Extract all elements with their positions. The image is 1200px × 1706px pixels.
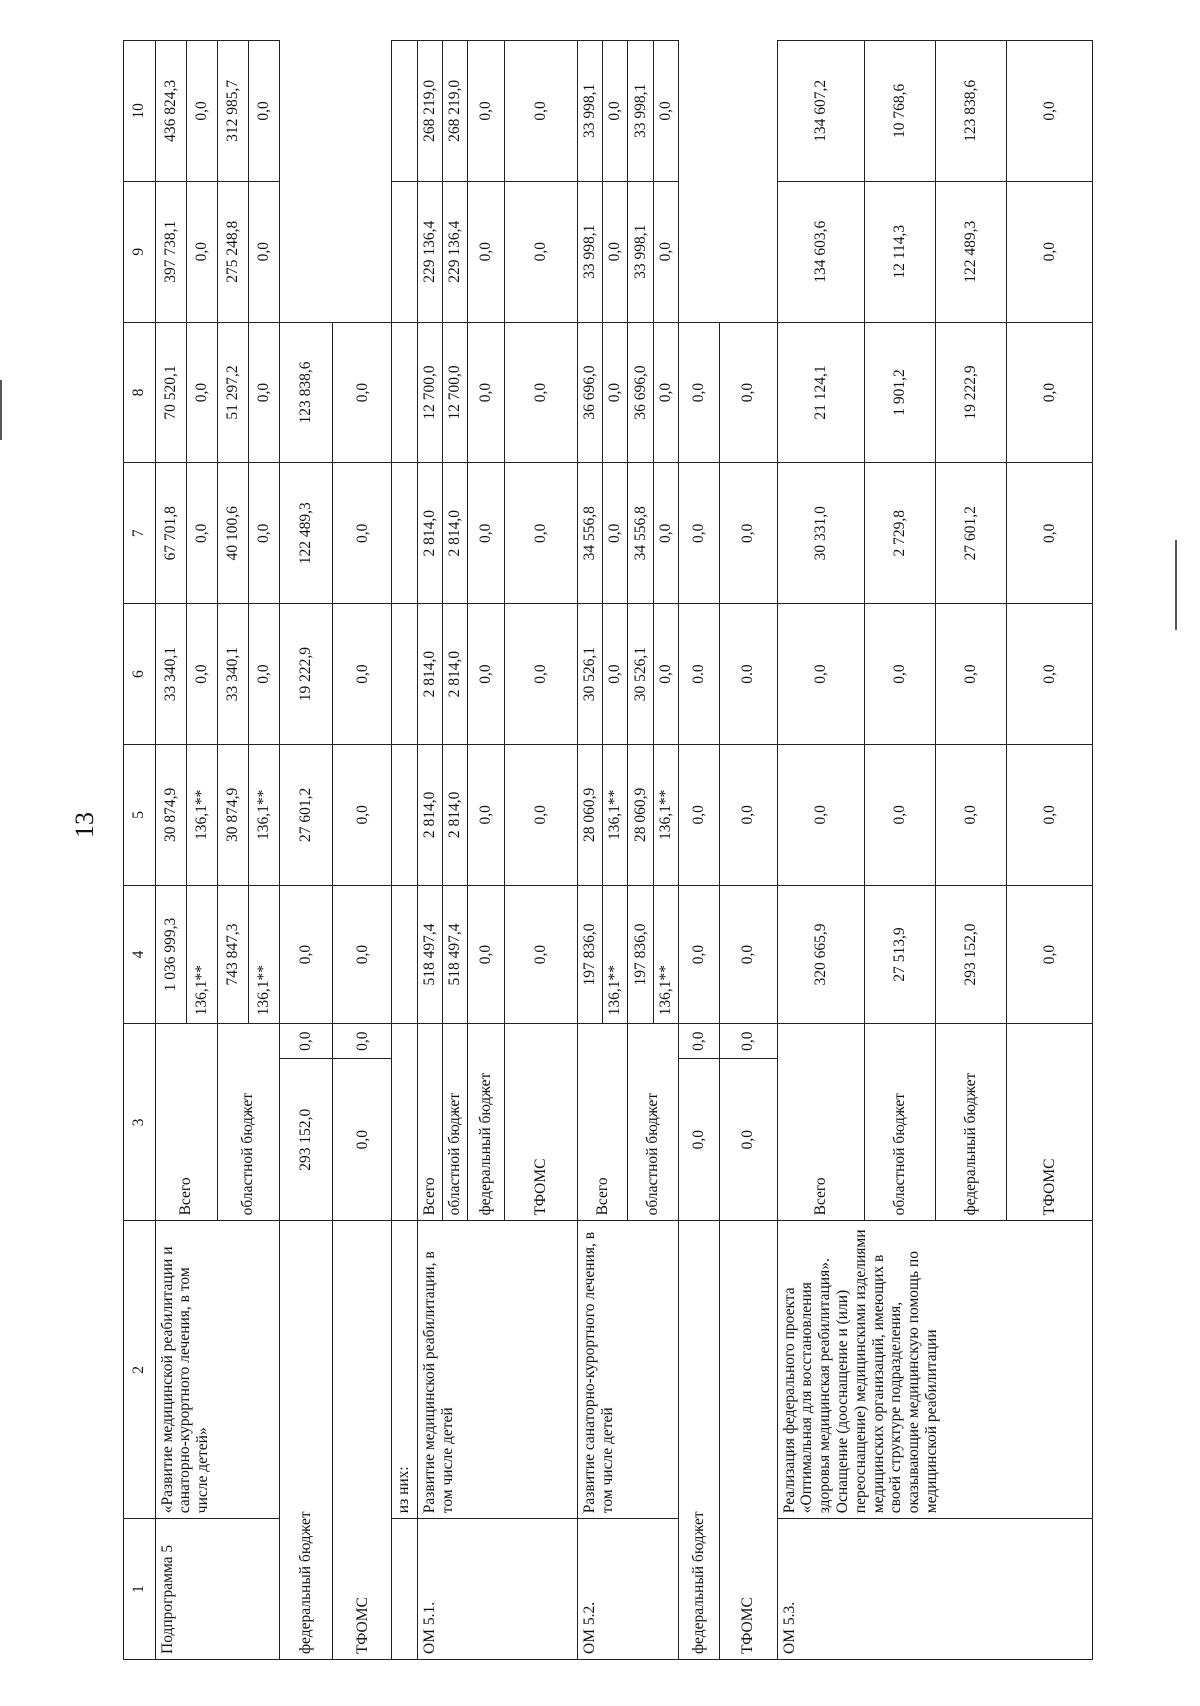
- value-cell: 0,0: [468, 885, 505, 1024]
- header-row: [124, 41, 156, 1660]
- value-cell: 33 340,1: [155, 604, 186, 745]
- value-cell: 122 489,3: [936, 181, 1007, 322]
- value-cell: 0,0: [719, 885, 777, 1024]
- value-cell: 0,0: [333, 1024, 392, 1059]
- funding-source: ТФОМС: [333, 1221, 392, 1660]
- value-cell: 197 836,0: [578, 885, 603, 1024]
- funding-source: ТФОМС: [1007, 1024, 1093, 1221]
- funding-source: федеральный бюджет: [468, 1024, 505, 1221]
- table-row: [719, 41, 777, 1660]
- value-cell: 34 556,8: [628, 463, 653, 604]
- value-cell: 0,0: [719, 1058, 777, 1220]
- value-cell: 397 738,1: [155, 181, 186, 322]
- value-cell: 0,0: [504, 885, 577, 1024]
- funding-source: федеральный бюджет: [279, 1221, 333, 1660]
- subrow-label: 136,1**: [186, 885, 217, 1024]
- table-row: [392, 41, 417, 1660]
- value-cell: 0,0: [504, 181, 577, 322]
- value-cell: 0,0: [936, 744, 1007, 885]
- value-cell: 268 219,0: [442, 41, 467, 182]
- value-cell: 0,0: [333, 463, 392, 604]
- value-cell: 19 222,9: [936, 322, 1007, 463]
- value-cell: 0,0: [865, 744, 936, 885]
- value-cell: 0,0: [719, 744, 777, 885]
- value-cell: 0,0: [777, 604, 864, 745]
- value-cell: 19 222,9: [279, 604, 333, 745]
- value-cell: 27 601,2: [936, 463, 1007, 604]
- row-code: ОМ 5.3.: [777, 1519, 1092, 1660]
- empty-cell: [392, 885, 417, 1024]
- value-cell: 2 814,0: [417, 604, 442, 745]
- value-cell: 0,0: [1007, 322, 1093, 463]
- value-cell: 0,0: [333, 604, 392, 745]
- funding-source: Всего: [578, 1024, 628, 1221]
- value-cell: 123 838,6: [279, 322, 333, 463]
- value-cell: 0,0: [678, 885, 719, 1024]
- subrow-value-cell: 0,0: [248, 604, 279, 745]
- value-cell: 30 874,9: [155, 744, 186, 885]
- subrow-value-cell: 0,0: [248, 322, 279, 463]
- funding-source: областной бюджет: [217, 1024, 279, 1221]
- funding-source: федеральный бюджет: [678, 1221, 719, 1660]
- value-cell: 30 874,9: [217, 744, 248, 885]
- value-cell: 67 701,8: [155, 463, 186, 604]
- value-cell: 0,0: [333, 322, 392, 463]
- subrow-value-cell: 0,0: [186, 322, 217, 463]
- row-label-izn-nih: из них:: [392, 1221, 417, 1519]
- value-cell: 36 696,0: [578, 322, 603, 463]
- value-cell: 312 985,7: [217, 41, 248, 182]
- subrow-label: 136,1**: [653, 885, 678, 1024]
- value-cell: 0,0: [468, 744, 505, 885]
- funding-source: ТФОМС: [719, 1221, 777, 1660]
- funding-source: Всего: [155, 1024, 217, 1221]
- value-cell: 40 100,6: [217, 463, 248, 604]
- column-number-header: 10: [124, 41, 156, 182]
- value-cell: 0,0: [333, 1058, 392, 1220]
- value-cell: 33 998,1: [578, 41, 603, 182]
- empty-cell: [392, 604, 417, 745]
- value-cell: 0,0: [678, 744, 719, 885]
- value-cell: 0,0: [333, 744, 392, 885]
- subrow-label: 136,1**: [248, 885, 279, 1024]
- scan-mark: [1175, 540, 1177, 630]
- scan-mark: [0, 380, 2, 440]
- value-cell: 0,0: [1007, 604, 1093, 745]
- value-cell: 197 836,0: [628, 885, 653, 1024]
- value-cell: 0,0: [678, 1024, 719, 1059]
- value-cell: 2 814,0: [442, 604, 467, 745]
- value-cell: 0,0: [1007, 463, 1093, 604]
- subrow-label: 136,1**: [603, 885, 628, 1024]
- value-cell: 134 607,2: [777, 41, 864, 182]
- funding-source: Всего: [417, 1024, 442, 1221]
- table-row: [417, 41, 442, 1660]
- row-description: Развитие санаторно-курортного лечения, в том числе детей: [578, 1221, 679, 1519]
- column-number-header: 3: [124, 1024, 156, 1221]
- value-cell: 123 838,6: [936, 41, 1007, 182]
- row-code: [392, 1519, 417, 1660]
- column-number-header: 1: [124, 1519, 156, 1660]
- subrow-value-cell: 0,0: [603, 463, 628, 604]
- value-cell: 0,0: [504, 322, 577, 463]
- subrow-value-cell: 0,0: [603, 41, 628, 182]
- value-cell: 28 060,9: [578, 744, 603, 885]
- value-cell: 229 136,4: [417, 181, 442, 322]
- row-description: Развитие медицинской реабилитации, в том числе детей: [417, 1221, 577, 1519]
- value-cell: 436 824,3: [155, 41, 186, 182]
- subrow-value-cell: 0,0: [248, 463, 279, 604]
- funding-source: ТФОМС: [504, 1024, 577, 1221]
- row-code: ОМ 5.1.: [417, 1519, 577, 1660]
- value-cell: 30 331,0: [777, 463, 864, 604]
- subrow-value-cell: 0,0: [653, 604, 678, 745]
- value-cell: 293 152,0: [936, 885, 1007, 1024]
- value-cell: 0,0: [719, 1024, 777, 1059]
- value-cell: 12 700,0: [417, 322, 442, 463]
- value-cell: 293 152,0: [279, 1058, 333, 1220]
- row-code: Подпрограмма 5: [155, 1519, 279, 1660]
- subrow-value-cell: 0,0: [653, 41, 678, 182]
- value-cell: 0,0: [333, 885, 392, 1024]
- value-cell: 12 700,0: [442, 322, 467, 463]
- value-cell: 0,0: [1007, 885, 1093, 1024]
- value-cell: 0,0: [678, 463, 719, 604]
- subrow-value-cell: 136,1**: [603, 744, 628, 885]
- subrow-value-cell: 0,0: [603, 604, 628, 745]
- column-number-header: 4: [124, 885, 156, 1024]
- value-cell: 51 297,2: [217, 322, 248, 463]
- budget-table: [123, 40, 1093, 1660]
- subrow-value-cell: 0,0: [248, 181, 279, 322]
- subrow-value-cell: 0,0: [653, 322, 678, 463]
- subrow-value-cell: 0,0: [653, 463, 678, 604]
- value-cell: 275 248,8: [217, 181, 248, 322]
- value-cell: 33 340,1: [217, 604, 248, 745]
- empty-cell: [392, 463, 417, 604]
- value-cell: 21 124,1: [777, 322, 864, 463]
- value-cell: 0,0: [279, 1024, 333, 1059]
- row-description: «Развитие медицинской реабилитации и санаторно-курортного лечения, в том числе детей»: [155, 1221, 279, 1519]
- value-cell: 0,0: [279, 885, 333, 1024]
- value-cell: 122 489,3: [279, 463, 333, 604]
- empty-cell: [392, 41, 417, 182]
- column-number-header: 2: [124, 1221, 156, 1519]
- empty-cell: [392, 744, 417, 885]
- row-description: Реализация федерального проекта «Оптимальная для восстановления здоровья медицинская реабилитация». Оснащение (дооснащение и (или) переоснащение) медицинскими изделиями медицинских организаций, имеющих в своей структуре подразделения, оказывающие медицинскую помощь по медицинской реабилитации: [777, 1221, 1092, 1519]
- page-number: 13: [70, 812, 99, 838]
- row-code: ОМ 5.2.: [578, 1519, 679, 1660]
- value-cell: 0,0: [1007, 181, 1093, 322]
- value-cell: 0,0: [468, 463, 505, 604]
- subrow-value-cell: 0,0: [186, 463, 217, 604]
- value-cell: 70 520,1: [155, 322, 186, 463]
- value-cell: 320 665,9: [777, 885, 864, 1024]
- value-cell: 268 219,0: [417, 41, 442, 182]
- funding-source: областной бюджет: [865, 1024, 936, 1221]
- table-row: [333, 41, 392, 1660]
- table-row: [279, 41, 333, 1660]
- empty-cell: [392, 181, 417, 322]
- value-cell: 0,0: [468, 604, 505, 745]
- value-cell: 30 526,1: [628, 604, 653, 745]
- value-cell: 10 768,6: [865, 41, 936, 182]
- table-row: [777, 41, 864, 1660]
- value-cell: 2 814,0: [442, 463, 467, 604]
- column-number-header: 7: [124, 463, 156, 604]
- value-cell: 0,0: [865, 604, 936, 745]
- value-cell: 0,0: [777, 744, 864, 885]
- funding-source: областной бюджет: [628, 1024, 678, 1221]
- value-cell: 1 036 999,3: [155, 885, 186, 1024]
- subrow-value-cell: 136,1**: [248, 744, 279, 885]
- subrow-value-cell: 0,0: [186, 604, 217, 745]
- value-cell: 2 814,0: [442, 744, 467, 885]
- value-cell: 0,0: [468, 41, 505, 182]
- rotated-table-container: [123, 40, 1093, 1660]
- funding-source: федеральный бюджет: [936, 1024, 1007, 1221]
- value-cell: 0,0: [936, 604, 1007, 745]
- value-cell: 0.0: [719, 604, 777, 745]
- value-cell: 30 526,1: [578, 604, 603, 745]
- table-row: [155, 41, 186, 1660]
- value-cell: 33 998,1: [578, 181, 603, 322]
- value-cell: 0,0: [1007, 41, 1093, 182]
- value-cell: 0,0: [719, 463, 777, 604]
- value-cell: 0,0: [504, 463, 577, 604]
- subrow-value-cell: 0,0: [248, 41, 279, 182]
- value-cell: 2 729,8: [865, 463, 936, 604]
- value-cell: 0,0: [1007, 744, 1093, 885]
- column-number-header: 5: [124, 744, 156, 885]
- column-number-header: 6: [124, 604, 156, 745]
- value-cell: 34 556,8: [578, 463, 603, 604]
- subrow-value-cell: 0,0: [186, 41, 217, 182]
- value-cell: 27 513,9: [865, 885, 936, 1024]
- subrow-value-cell: 0,0: [653, 181, 678, 322]
- subrow-value-cell: 0,0: [603, 181, 628, 322]
- value-cell: 12 114,3: [865, 181, 936, 322]
- value-cell: 229 136,4: [442, 181, 467, 322]
- empty-cell: [392, 1024, 417, 1221]
- value-cell: 2 814,0: [417, 744, 442, 885]
- funding-source: Всего: [777, 1024, 864, 1221]
- value-cell: 33 998,1: [628, 41, 653, 182]
- value-cell: 28 060,9: [628, 744, 653, 885]
- value-cell: 33 998,1: [628, 181, 653, 322]
- value-cell: 0,0: [678, 1058, 719, 1220]
- subrow-value-cell: 0,0: [186, 181, 217, 322]
- value-cell: 2 814,0: [417, 463, 442, 604]
- value-cell: 518 497,4: [442, 885, 467, 1024]
- value-cell: 0,0: [678, 322, 719, 463]
- value-cell: 0,0: [468, 322, 505, 463]
- table-row: [578, 41, 603, 1660]
- value-cell: 743 847,3: [217, 885, 248, 1024]
- column-number-header: 9: [124, 181, 156, 322]
- value-cell: 36 696,0: [628, 322, 653, 463]
- empty-cell: [392, 322, 417, 463]
- value-cell: 0,0: [468, 181, 505, 322]
- value-cell: 518 497,4: [417, 885, 442, 1024]
- value-cell: 0.0: [678, 604, 719, 745]
- value-cell: 0,0: [719, 322, 777, 463]
- column-number-header: 8: [124, 322, 156, 463]
- subrow-value-cell: 136,1**: [653, 744, 678, 885]
- value-cell: 0,0: [504, 41, 577, 182]
- value-cell: 0,0: [504, 604, 577, 745]
- funding-source: областной бюджет: [442, 1024, 467, 1221]
- value-cell: 0,0: [504, 744, 577, 885]
- value-cell: 134 603,6: [777, 181, 864, 322]
- table-row: [678, 41, 719, 1660]
- subrow-value-cell: 0,0: [603, 322, 628, 463]
- value-cell: 27 601,2: [279, 744, 333, 885]
- subrow-value-cell: 136,1**: [186, 744, 217, 885]
- value-cell: 1 901,2: [865, 322, 936, 463]
